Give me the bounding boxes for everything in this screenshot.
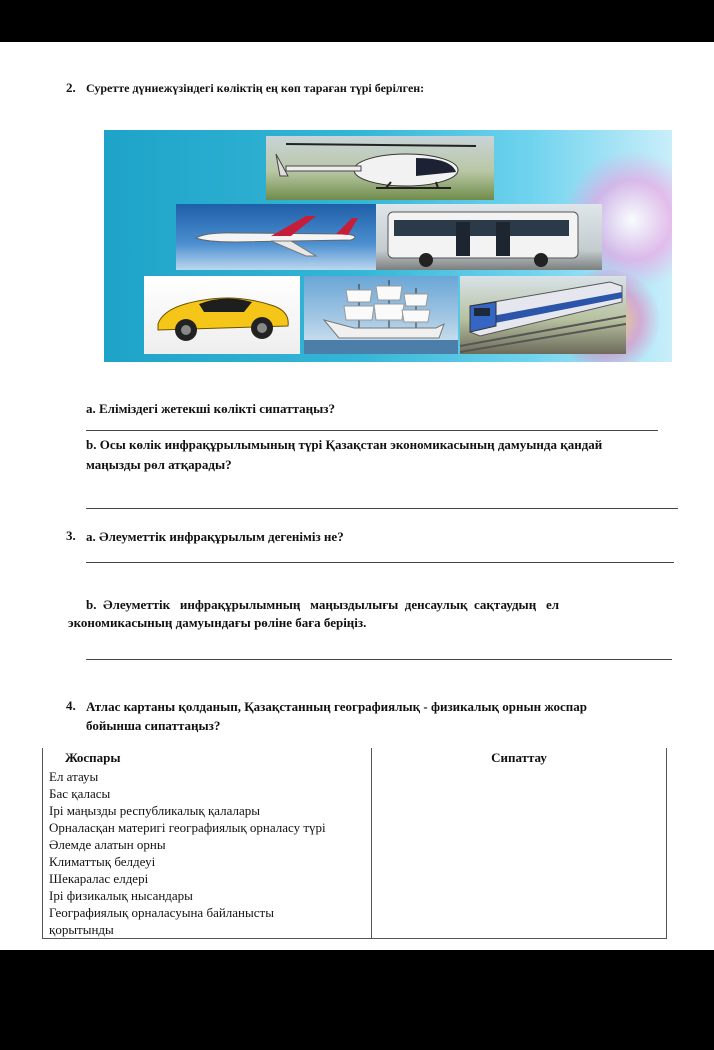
question-3a-text: a. Әлеуметтік инфрақұрылым дегеніміз не?: [86, 529, 344, 544]
question-2-text: Суретте дүниежүзіндегі көліктің ең көп тараған түрі берілген:: [86, 81, 425, 95]
table-row-conclusion-line2: қорытынды: [49, 922, 114, 937]
sports-car-photo: [144, 276, 300, 354]
question-2b-line2: маңызды рөл атқарады?: [86, 457, 232, 472]
question-2a-text: a. Еліміздегі жетекші көлікті сипаттаңыз?: [86, 401, 335, 416]
question-4-number: 4.: [66, 698, 76, 713]
table-header-plan: Жоспары: [43, 748, 372, 768]
train-photo: [460, 276, 626, 354]
table-description-cell[interactable]: [372, 768, 667, 939]
answer-line-3a[interactable]: [86, 562, 674, 563]
table-row-country-name: Ел атауы: [49, 769, 99, 784]
question-3-number: 3.: [66, 528, 76, 543]
question-4-line2: бойынша сипаттаңыз?: [86, 718, 221, 733]
table-header-description: Сипаттау: [372, 748, 667, 768]
table-row-neighbors: Шекаралас елдері: [49, 871, 149, 886]
table-row-climate-zone: Климаттық белдеуі: [49, 854, 156, 869]
answer-line-3b[interactable]: [86, 659, 672, 660]
question-2b-line1: b. Осы көлік инфрақұрылымының түрі Қазақстан экономикасының дамуында қандай: [86, 437, 603, 452]
worksheet-page: [0, 42, 714, 950]
helicopter-photo: [266, 136, 494, 200]
table-row-world-rank: Әлемде алатын орны: [49, 837, 166, 852]
answer-line-2b[interactable]: [86, 508, 678, 509]
answer-line-2a[interactable]: [86, 430, 658, 431]
sailing-ship-photo: [304, 276, 458, 354]
plan-table: [42, 748, 667, 939]
table-row-capital: Бас қаласы: [49, 786, 111, 801]
question-3b-line2: экономикасының дамуындағы рөліне баға беріңіз.: [68, 615, 367, 630]
question-2-number: 2.: [66, 80, 76, 95]
bus-photo: [376, 204, 602, 270]
question-4-line1: Атлас картаны қолданып, Қазақстанның географиялық - физикалық орнын жоспар: [86, 699, 587, 714]
table-row-physical-features: Ірі физикалық нысандары: [49, 888, 193, 903]
transport-collage: [104, 130, 672, 362]
table-plan-cell: [43, 768, 372, 939]
airplane-photo: [176, 204, 376, 270]
question-3b-line1: b. Әлеуметтік инфрақұрылымның маңыздылығы денсаулық сақтаудың ел: [86, 597, 560, 612]
table-row-conclusion-line1: Географиялық орналасуына байланысты: [49, 905, 274, 920]
table-row-continent-location: Орналасқан материгі географиялық орналасу түрі: [49, 820, 326, 835]
table-row-major-cities: Ірі маңызды республикалық қалалары: [49, 803, 261, 818]
